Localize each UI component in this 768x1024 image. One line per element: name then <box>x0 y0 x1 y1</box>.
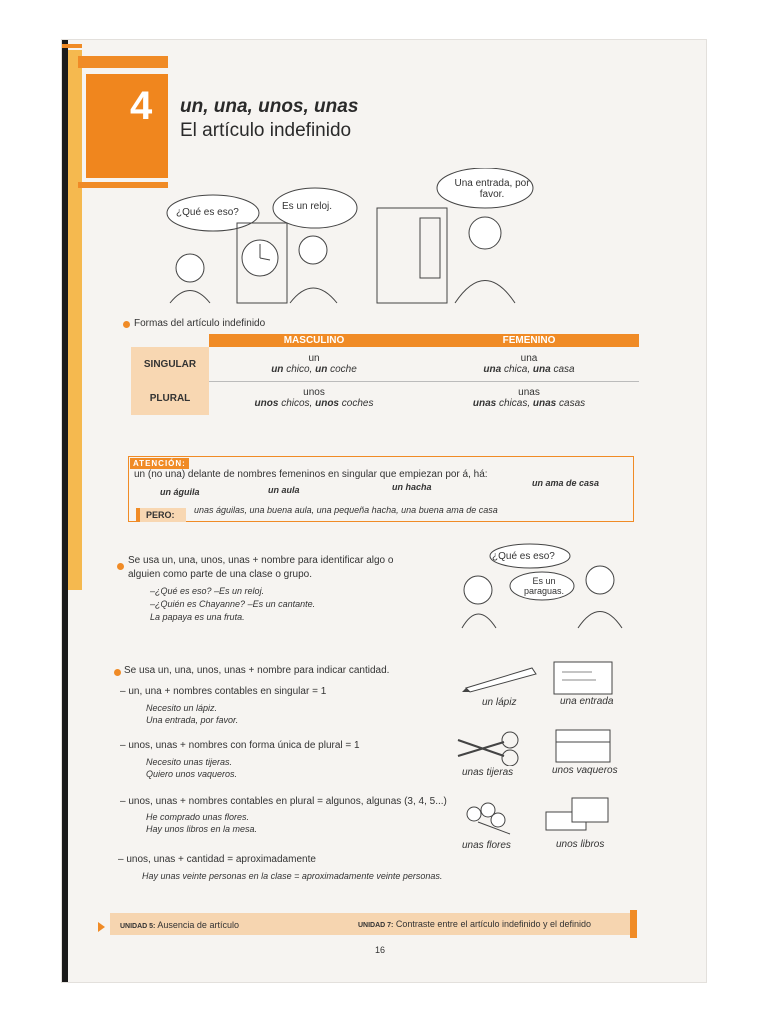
page-subtitle: El artículo indefinido <box>180 120 352 141</box>
bubble-es-un-reloj: Es un reloj. <box>282 201 333 212</box>
caption-tijeras: unas tijeras <box>462 767 514 778</box>
page-number: 16 <box>375 945 386 955</box>
col-masculino: MASCULINO <box>209 334 419 347</box>
use2-example: He comprado unas flores. <box>146 812 250 822</box>
use2-rule3: – unos, unas + nombres contables en plural = algunos, algunas (3, 4, 5...) <box>120 796 447 807</box>
article-unas: unas <box>518 387 540 399</box>
atencion-example: un aula <box>268 485 300 495</box>
bullet-icon <box>123 321 130 328</box>
unit-box <box>86 74 168 178</box>
use2-example: Necesito un lápiz. <box>146 703 218 713</box>
footer-unit-text: Contraste entre el artículo indefinido y el definido <box>395 919 592 929</box>
article-un: un <box>308 352 320 364</box>
cell-plural-masculino <box>209 381 419 415</box>
use1-example: La papaya es una fruta. <box>150 612 245 622</box>
ticket-icon <box>552 658 616 698</box>
atencion-rule: un (no una) delante de nombres femeninos en singular que empiezan por á, há: <box>134 469 488 480</box>
jeans-icon <box>552 726 614 766</box>
pencil-icon <box>462 664 542 694</box>
example-plural-masculino: unos chicos, unos coches <box>254 398 374 410</box>
cell-plural-femenino <box>419 381 639 415</box>
use1-line1: Se usa un, una, unos, unas + nombre para identificar algo o <box>128 555 394 566</box>
example-singular-masculino: un chico, un coche <box>271 363 357 375</box>
article-table <box>131 334 639 415</box>
stripe <box>68 50 82 590</box>
row-plural: PLURAL <box>131 381 209 415</box>
footer-accent <box>630 910 637 938</box>
pero-text: unas águilas, una buena aula, una pequeña hacha, una buena ama de casa <box>194 505 498 515</box>
stripe <box>78 182 168 188</box>
article-una: una <box>520 352 538 364</box>
forms-heading: Formas del artículo indefinido <box>134 318 266 329</box>
caption-lapiz: un lápiz <box>482 697 517 708</box>
footer-link-unidad7[interactable] <box>358 919 591 929</box>
unit-number: 4 <box>130 84 153 128</box>
footer-unit-text: Ausencia de artículo <box>157 920 239 930</box>
atencion-example: un ama de casa <box>532 478 600 488</box>
use1-example: –¿Qué es eso? –Es un reloj. <box>150 586 265 596</box>
caption-flores: unas flores <box>462 840 511 851</box>
cell-singular-masculino <box>209 347 419 381</box>
caption-vaqueros: unos vaqueros <box>552 765 618 776</box>
pero-label: PERO: <box>136 508 186 522</box>
footer-link-unidad5[interactable] <box>120 920 239 930</box>
atencion-label: ATENCIÓN: <box>130 458 189 469</box>
example-plural-femenino: unas chicas, unas casas <box>472 398 586 410</box>
use1-example: –¿Quién es Chayanne? –Es un cantante. <box>150 599 316 609</box>
bullet-icon <box>117 563 124 570</box>
cell-singular-femenino <box>419 347 639 381</box>
row-singular: SINGULAR <box>131 347 209 381</box>
use2-example: Una entrada, por favor. <box>146 715 239 725</box>
example-singular-femenino: una chica, una casa <box>483 363 575 375</box>
bubble-es-un-paraguas: Es un paraguas. <box>523 576 565 596</box>
page-title: un, una, unos, unas <box>180 96 359 117</box>
caption-entrada: una entrada <box>560 696 614 707</box>
bullet-icon <box>114 669 121 676</box>
use2-example: Hay unos libros en la mesa. <box>146 824 258 834</box>
bubble-que-es-eso-2: ¿Qué es eso? <box>492 551 555 562</box>
use2-heading: Se usa un, una, unos, unas + nombre para indicar cantidad. <box>124 665 390 676</box>
arrow-right-icon <box>98 922 105 932</box>
article-unos: unos <box>303 387 325 399</box>
caption-libros: unos libros <box>556 839 605 850</box>
use2-rule1: – un, una + nombres contables en singular = 1 <box>120 686 327 697</box>
bubble-una-entrada: Una entrada, por favor. <box>454 178 530 200</box>
use2-rule4: – unos, unas + cantidad = aproximadamente <box>118 854 316 865</box>
flowers-icon <box>458 800 518 836</box>
atencion-example: un hacha <box>392 482 432 492</box>
scissors-icon <box>456 730 522 766</box>
bubble-que-es-eso: ¿Qué es eso? <box>176 207 239 218</box>
footer-unit-label: UNIDAD 5: <box>120 923 156 930</box>
use2-example: Hay unas veinte personas en la clase = aproximadamente veinte personas. <box>142 871 443 881</box>
stripe <box>62 44 82 48</box>
use2-example: Quiero unos vaqueros. <box>146 769 238 779</box>
stripe <box>78 56 168 68</box>
col-femenino: FEMENINO <box>419 334 639 347</box>
use2-rule2: – unos, unas + nombres con forma única de plural = 1 <box>120 740 360 751</box>
books-icon <box>542 792 614 836</box>
use2-example: Necesito unas tijeras. <box>146 757 233 767</box>
atencion-example: un águila <box>160 487 200 497</box>
footer-unit-label: UNIDAD 7: <box>358 922 394 929</box>
use1-line2: alguien como parte de una clase o grupo. <box>128 569 313 580</box>
